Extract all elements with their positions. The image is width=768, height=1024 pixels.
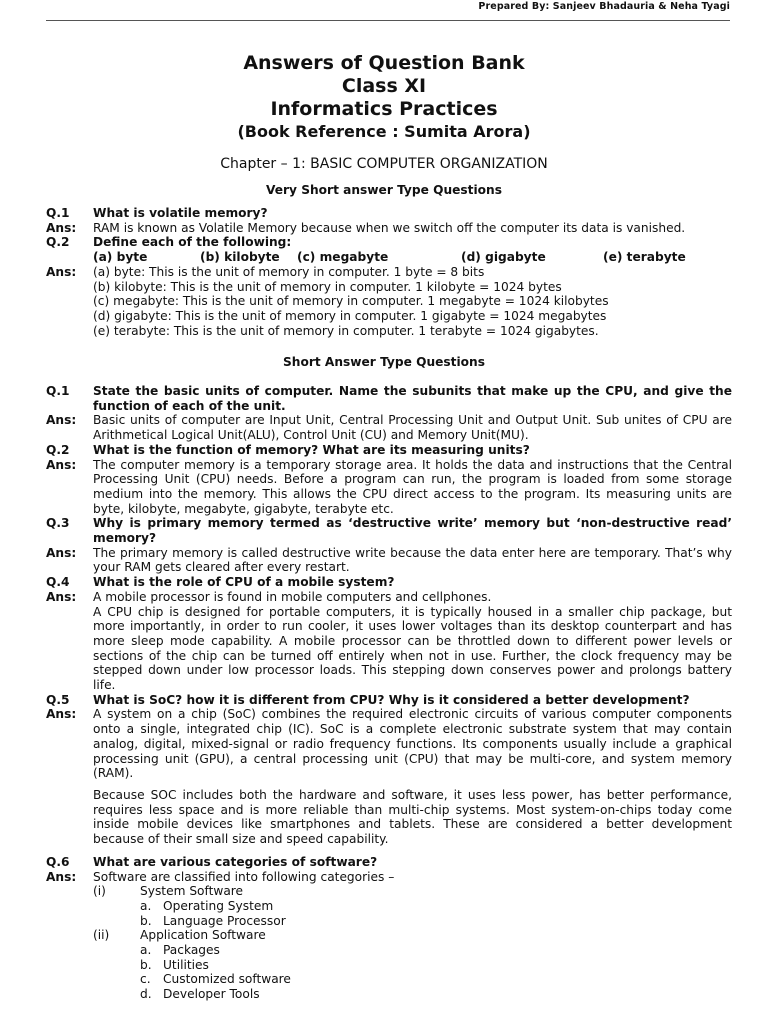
subcategory-letter: b. bbox=[140, 957, 152, 972]
subcategory-item bbox=[46, 914, 732, 929]
options-list bbox=[93, 250, 732, 265]
answer-paragraph: A system on a chip (SoC) combines the required electronic circuits of various computer components onto a single, integrated chip (IC). SoC is a complete electronic substrate system that may contain analog, digital, mixed-signal or radio frequency functions. Its components usually include a graphical processing unit (GPU), a central processing unit (CPU) that may be multi-core, and system memory (RAM). bbox=[93, 707, 732, 781]
prepared-by: Prepared By: Sanjeev Bhadauria & Neha Tyagi bbox=[478, 1, 730, 12]
subcategory-item bbox=[46, 958, 732, 973]
subcategory-letter: c. bbox=[140, 972, 151, 987]
option-item: (b) kilobyte bbox=[200, 250, 280, 265]
answer-label: Ans: bbox=[46, 220, 77, 235]
answer-text: RAM is known as Volatile Memory because when we switch off the computer its data is vanished. bbox=[93, 220, 686, 235]
question-label: Q.2 bbox=[46, 235, 70, 250]
answer-paragraph: A mobile processor is found in mobile computers and cellphones. bbox=[93, 589, 492, 604]
question-row bbox=[46, 443, 732, 458]
answer-row bbox=[46, 265, 732, 339]
answer-text: The computer memory is a temporary storage area. It holds the data and instructions that the Central Processing Unit (CPU) needs. Before a program can run, the program is loaded from some storage medium into the memory. This allows the CPU direct access to the program. Its measuring units are byte, kilobyte, megabyte, gigabyte, terabyte etc. bbox=[93, 457, 732, 516]
category-number: (ii) bbox=[93, 928, 110, 943]
question-label: Q.6 bbox=[46, 854, 70, 869]
short-heading: Short Answer Type Questions bbox=[283, 355, 485, 369]
subcategory-name: Customized software bbox=[163, 972, 291, 987]
title-line-2: Class XI bbox=[341, 75, 427, 97]
answer-label: Ans: bbox=[46, 589, 77, 604]
option-item: (e) terabyte bbox=[603, 250, 686, 265]
answer-label: Ans: bbox=[46, 264, 77, 279]
question-text: What is volatile memory? bbox=[93, 206, 268, 220]
title-line-4: (Book Reference : Sumita Arora) bbox=[237, 122, 531, 141]
subcategory-letter: d. bbox=[140, 987, 152, 1002]
option-item: (c) megabyte bbox=[297, 250, 389, 265]
question-text: What is the role of CPU of a mobile system? bbox=[93, 575, 395, 590]
title-line-3: Informatics Practices bbox=[270, 98, 498, 120]
question-text: Define each of the following: bbox=[93, 235, 292, 250]
subcategory-item bbox=[46, 899, 732, 914]
answer-row bbox=[46, 413, 732, 442]
answer-label: Ans: bbox=[46, 545, 77, 560]
question-row bbox=[46, 516, 732, 545]
answer-row bbox=[46, 707, 732, 846]
question-label: Q.1 bbox=[46, 384, 70, 398]
answer-row bbox=[46, 458, 732, 517]
answer-paragraph: Because SOC includes both the hardware and software, it uses less power, has better performance, requires less space and is more reliable than multi-chip systems. Most system-on-chips today come inside mobile devices like smartphones and tablets. These are considered a better development because of their small size and speed capability. bbox=[93, 787, 732, 847]
answer-row bbox=[46, 546, 732, 575]
question-text: What is the function of memory? What are its measuring units? bbox=[93, 442, 530, 457]
question-row bbox=[46, 693, 732, 708]
header-rule bbox=[46, 20, 730, 21]
subcategory-item bbox=[46, 943, 732, 958]
category-item bbox=[46, 884, 732, 899]
answer-row bbox=[46, 590, 732, 693]
title-line-1: Answers of Question Bank bbox=[243, 52, 525, 74]
question-label: Q.2 bbox=[46, 442, 70, 457]
short-section bbox=[46, 384, 732, 1002]
subcategory-name: Operating System bbox=[163, 898, 274, 913]
answer-text: Basic units of computer are Input Unit, Central Processing Unit and Output Unit. Sub unites of CPU are Arithmetical Logical Unit(ALU), Control Unit (CU) and Memory Unit(MU). bbox=[93, 413, 732, 443]
category-item bbox=[46, 928, 732, 943]
answer-paragraph: A CPU chip is designed for portable computers, it is typically housed in a smaller chip package, but more importantly, in order to run cooler, it uses lower voltages than its desktop counterpart and has more sleep mode capability. A mobile processor can be throttled down to different power levels or sections of the chip can be turned off entirely when not in use. Further, the clock frequency may be stepped down under low processor loads. This stepping down conserves power and prolongs battery life. bbox=[93, 604, 732, 693]
answer-row bbox=[46, 870, 732, 885]
answer-line: (e) terabyte: This is the unit of memory in computer. 1 terabyte = 1024 gigabytes. bbox=[93, 323, 599, 338]
answer-label: Ans: bbox=[46, 869, 77, 884]
document-title bbox=[0, 52, 768, 143]
very-short-section bbox=[46, 206, 732, 338]
answer-text bbox=[93, 590, 732, 693]
category-name: System Software bbox=[140, 884, 244, 899]
answer-label: Ans: bbox=[46, 413, 77, 428]
answer-label: Ans: bbox=[46, 707, 77, 722]
answer-label: Ans: bbox=[46, 457, 77, 472]
question-text: State the basic units of computer. Name the subunits that make up the CPU, and give the function of each of the unit. bbox=[93, 384, 732, 413]
question-text: What is SoC? how it is different from CPU? Why is it considered a better development? bbox=[93, 692, 690, 707]
answer-text bbox=[93, 265, 732, 339]
question-row bbox=[46, 235, 732, 250]
option-item: (d) gigabyte bbox=[461, 250, 546, 265]
question-row bbox=[46, 384, 732, 413]
category-number: (i) bbox=[93, 884, 106, 899]
question-row bbox=[46, 575, 732, 590]
answer-line: (d) gigabyte: This is the unit of memory in computer. 1 gigabyte = 1024 megabytes bbox=[93, 308, 607, 323]
question-label: Q.1 bbox=[46, 206, 70, 220]
question-text: Why is primary memory termed as ‘destructive write’ memory but ‘non-destructive read’ memory? bbox=[93, 516, 732, 546]
subcategory-name: Developer Tools bbox=[163, 987, 260, 1002]
very-short-heading: Very Short answer Type Questions bbox=[266, 183, 502, 197]
question-label: Q.3 bbox=[46, 516, 70, 531]
option-item: (a) byte bbox=[93, 250, 148, 265]
subcategory-letter: a. bbox=[140, 898, 152, 913]
question-row bbox=[46, 206, 732, 221]
question-row bbox=[46, 855, 732, 870]
subcategory-item bbox=[46, 987, 732, 1002]
subcategory-letter: b. bbox=[140, 913, 152, 928]
question-label: Q.5 bbox=[46, 692, 70, 707]
answer-row bbox=[46, 221, 732, 236]
answer-text: The primary memory is called destructive write because the data enter here are temporary. That’s why your RAM gets cleared after every restart. bbox=[93, 545, 732, 575]
answer-line: (a) byte: This is the unit of memory in computer. 1 byte = 8 bits bbox=[93, 264, 485, 279]
answer-text bbox=[93, 707, 732, 846]
subcategory-name: Utilities bbox=[163, 957, 209, 972]
question-text: What are various categories of software? bbox=[93, 854, 378, 869]
chapter-heading: Chapter – 1: BASIC COMPUTER ORGANIZATION bbox=[220, 156, 548, 172]
answer-line: (c) megabyte: This is the unit of memory in computer. 1 megabyte = 1024 kilobytes bbox=[93, 294, 609, 309]
answer-text: Software are classified into following categories – bbox=[93, 869, 395, 884]
subcategory-name: Language Processor bbox=[163, 913, 286, 928]
subcategory-letter: a. bbox=[140, 943, 152, 958]
answer-line: (b) kilobyte: This is the unit of memory in computer. 1 kilobyte = 1024 bytes bbox=[93, 279, 562, 294]
options-row bbox=[46, 250, 732, 265]
category-name: Application Software bbox=[140, 928, 266, 943]
subcategory-name: Packages bbox=[163, 943, 220, 958]
question-label: Q.4 bbox=[46, 575, 70, 590]
category-list bbox=[46, 884, 732, 1002]
subcategory-item bbox=[46, 972, 732, 987]
